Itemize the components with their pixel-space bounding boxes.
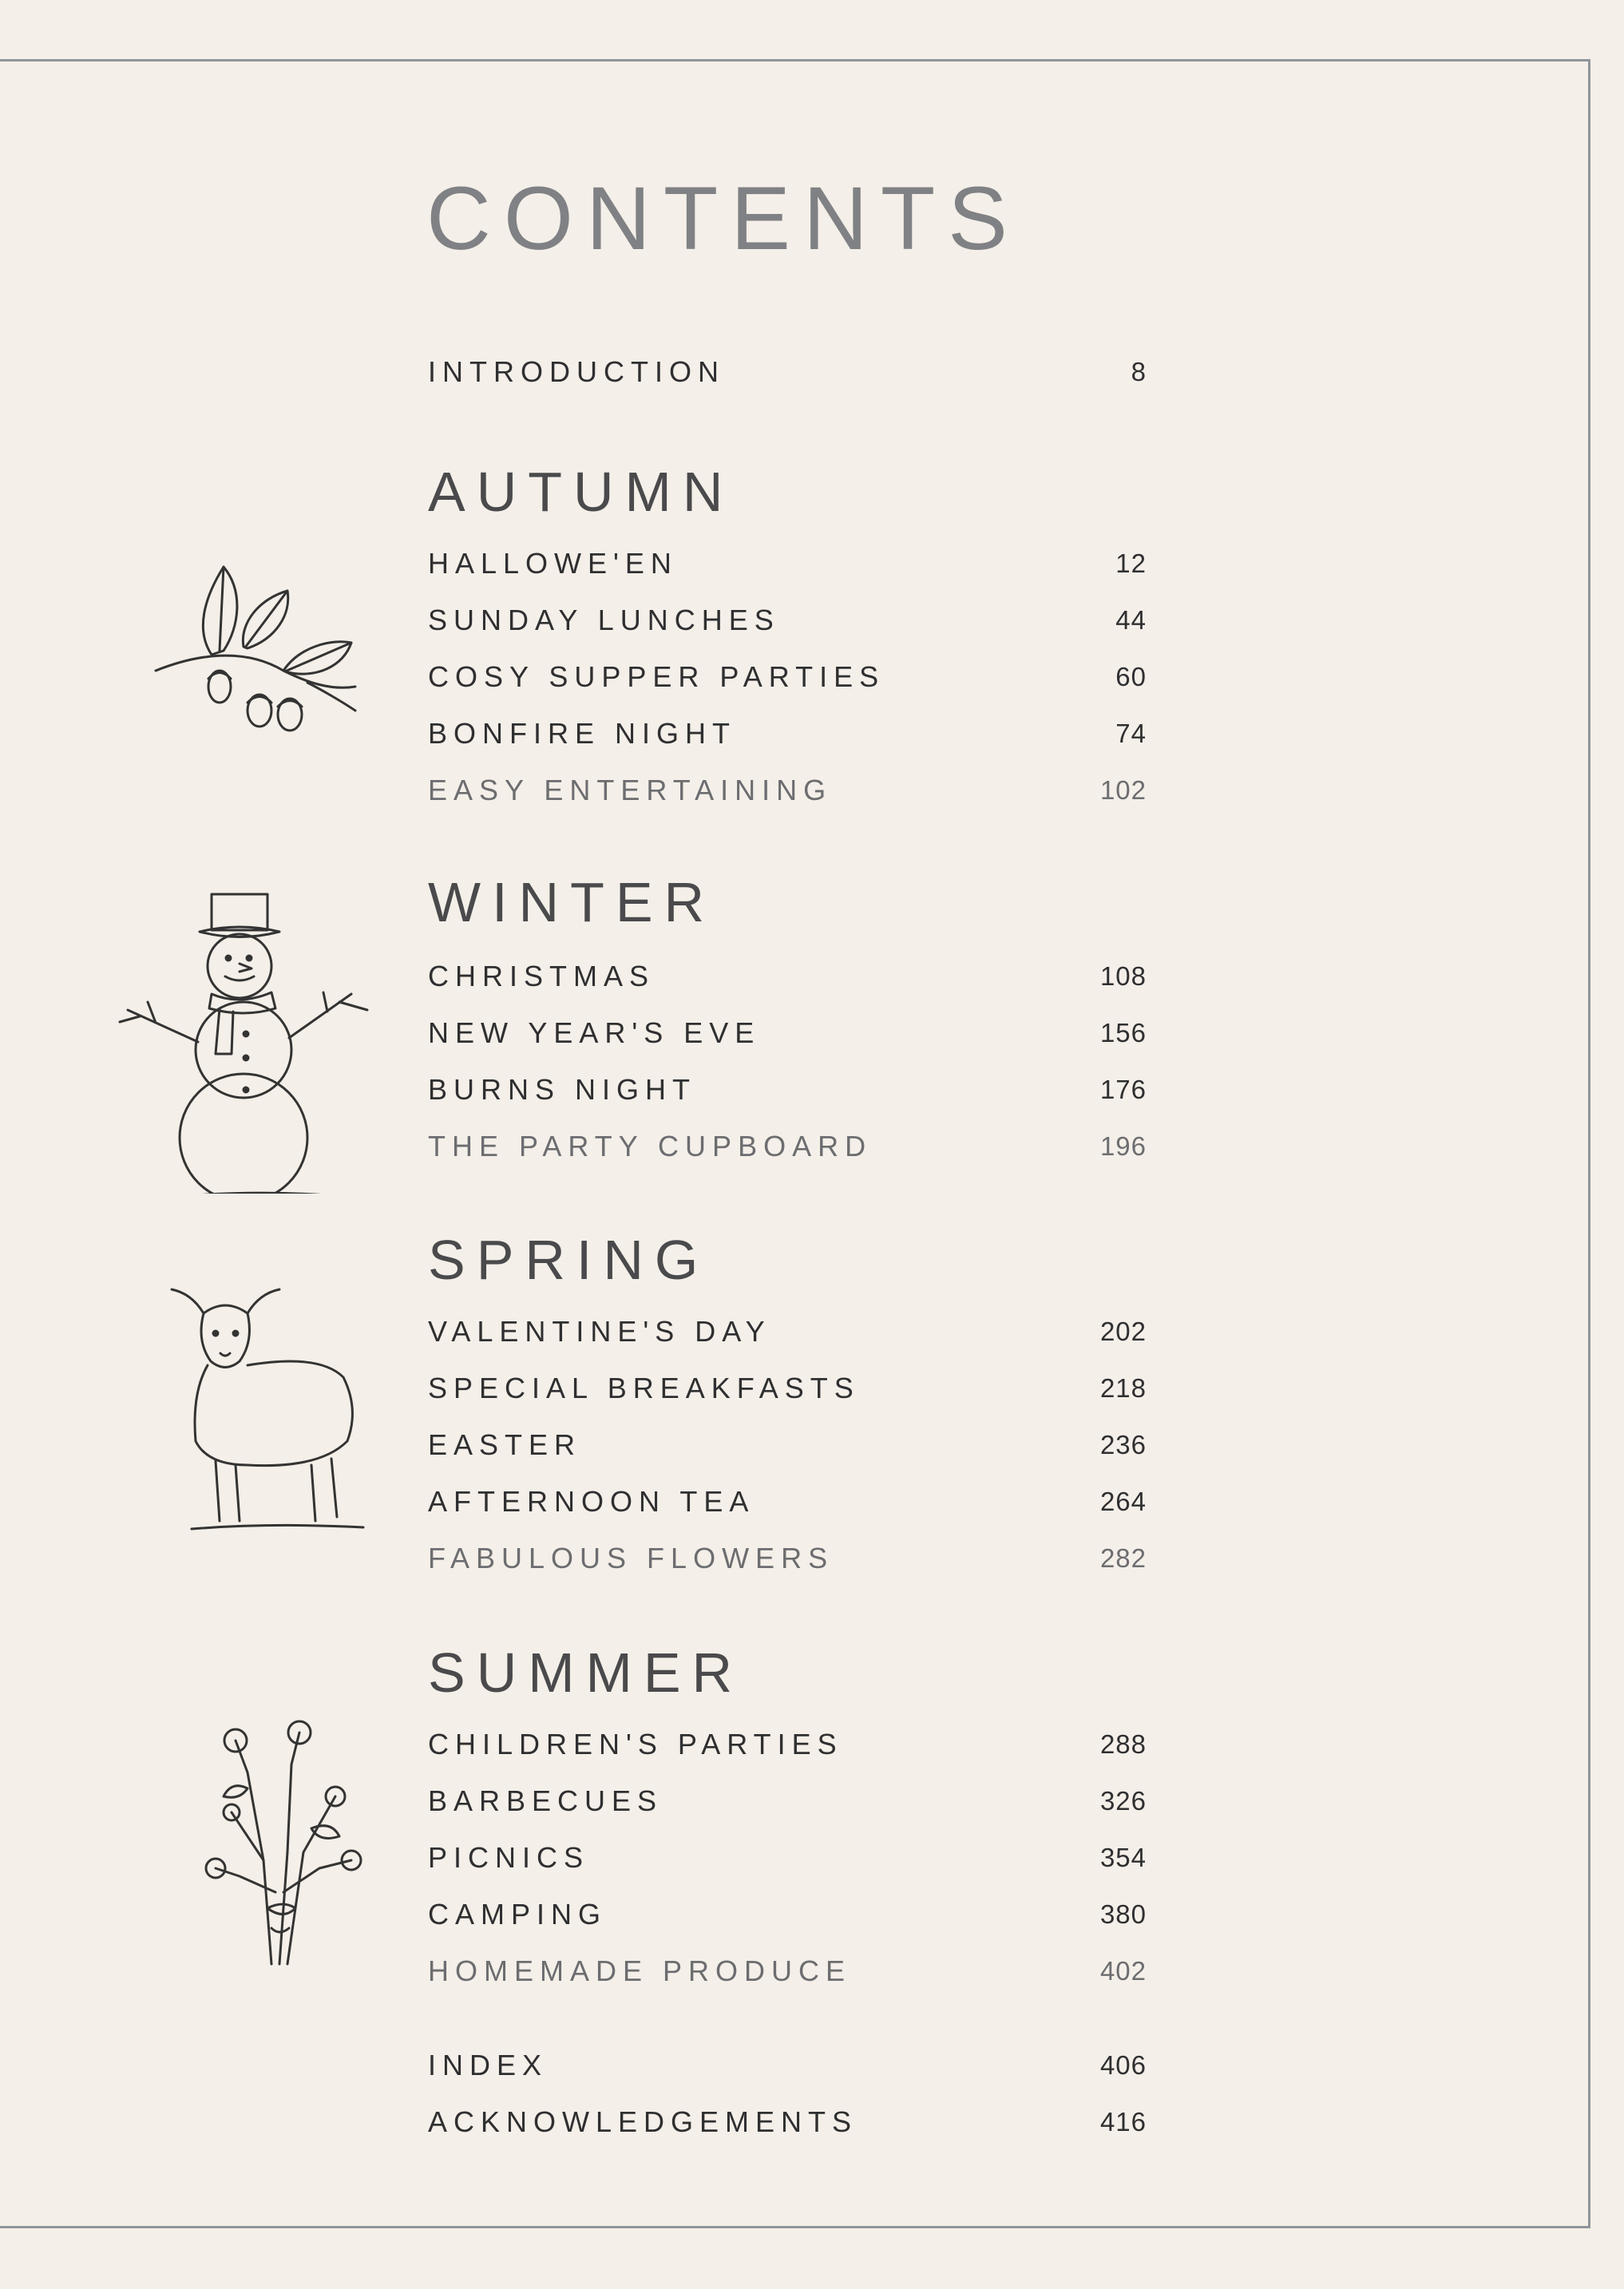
oak-branch-icon (148, 551, 363, 743)
toc-entry-label: SPECIAL BREAKFASTS (428, 1372, 860, 1404)
toc-entry-label: FABULOUS FLOWERS (428, 1542, 834, 1574)
toc-entry[interactable] (428, 1127, 1147, 1166)
toc-entry[interactable] (428, 1951, 1147, 1991)
toc-entry-acknowledgements[interactable] (428, 2102, 1147, 2142)
toc-entry-page: 236 (1099, 1430, 1147, 1459)
toc-entry-label: BURNS NIGHT (428, 1073, 697, 1106)
toc-entry-page: 8 (1131, 357, 1147, 386)
snowman-icon (112, 874, 399, 1194)
toc-entry-page: 326 (1099, 1786, 1147, 1816)
toc-entry[interactable] (428, 1070, 1147, 1110)
section-title-spring: SPRING (428, 1229, 710, 1291)
toc-entry-page: 44 (1115, 605, 1147, 635)
flower-bouquet-icon (200, 1709, 375, 1972)
toc-entry[interactable] (428, 1013, 1147, 1053)
toc-entry[interactable] (428, 1312, 1147, 1352)
toc-entry-introduction[interactable] (428, 352, 1147, 392)
toc-entry-label: SUNDAY LUNCHES (428, 604, 780, 636)
toc-entry-page: 176 (1099, 1075, 1147, 1104)
toc-entry-label: CHILDREN'S PARTIES (428, 1728, 843, 1760)
toc-entry-page: 218 (1099, 1373, 1147, 1403)
toc-entry-label: INDEX (428, 2049, 549, 2081)
toc-entry[interactable] (428, 544, 1147, 584)
toc-entry-label: AFTERNOON TEA (428, 1485, 755, 1518)
toc-entry-label: HALLOWE'EN (428, 547, 678, 580)
toc-entry-page: 380 (1099, 1899, 1147, 1929)
toc-entry-label: NEW YEAR'S EVE (428, 1016, 761, 1049)
toc-entry-page: 416 (1099, 2107, 1147, 2137)
toc-entry-label: THE PARTY CUPBOARD (428, 1130, 873, 1162)
lamb-icon (160, 1273, 375, 1545)
toc-entry-label: ACKNOWLEDGEMENTS (428, 2105, 858, 2138)
toc-entry-page: 12 (1115, 548, 1147, 578)
toc-entry-page: 288 (1099, 1729, 1147, 1759)
toc-entry-page: 264 (1099, 1487, 1147, 1516)
toc-entry-page: 354 (1099, 1843, 1147, 1872)
toc-entry-label: BARBECUES (428, 1784, 663, 1817)
toc-entry[interactable] (428, 1425, 1147, 1465)
toc-entry-page: 60 (1115, 662, 1147, 691)
toc-entry[interactable] (428, 600, 1147, 640)
toc-entry[interactable] (428, 657, 1147, 697)
toc-entry[interactable] (428, 1539, 1147, 1578)
toc-entry-label: VALENTINE'S DAY (428, 1315, 771, 1348)
toc-entry-label: CHRISTMAS (428, 960, 656, 992)
section-title-autumn: AUTUMN (428, 461, 735, 523)
section-title-winter: WINTER (428, 871, 716, 933)
toc-entry-label: EASY ENTERTAINING (428, 774, 833, 806)
toc-entry-page: 282 (1099, 1543, 1147, 1573)
toc-entry[interactable] (428, 770, 1147, 810)
toc-entry[interactable] (428, 1895, 1147, 1935)
toc-entry[interactable] (428, 1368, 1147, 1408)
toc-entry-index[interactable] (428, 2045, 1147, 2085)
toc-entry-page: 108 (1099, 961, 1147, 991)
toc-entry[interactable] (428, 1482, 1147, 1522)
toc-entry-page: 202 (1099, 1317, 1147, 1346)
toc-entry-page: 156 (1099, 1018, 1147, 1047)
toc-entry-label: CAMPING (428, 1898, 608, 1931)
toc-entry-label: EASTER (428, 1428, 582, 1461)
toc-entry[interactable] (428, 1781, 1147, 1821)
toc-entry-page: 74 (1115, 719, 1147, 748)
toc-entry-label: PICNICS (428, 1841, 590, 1874)
toc-entry-label: COSY SUPPER PARTIES (428, 660, 885, 693)
toc-entry-label: INTRODUCTION (428, 355, 725, 388)
page-title: CONTENTS (426, 168, 1020, 268)
toc-entry-page: 406 (1099, 2050, 1147, 2080)
toc-entry-page: 196 (1099, 1131, 1147, 1161)
toc-entry[interactable] (428, 1838, 1147, 1878)
section-title-summer: SUMMER (428, 1642, 744, 1704)
toc-entry-label: BONFIRE NIGHT (428, 717, 737, 750)
toc-entry-label: HOMEMADE PRODUCE (428, 1954, 852, 1987)
toc-entry-page: 102 (1099, 775, 1147, 805)
toc-entry[interactable] (428, 714, 1147, 754)
toc-entry[interactable] (428, 956, 1147, 996)
toc-entry[interactable] (428, 1725, 1147, 1764)
toc-entry-page: 402 (1099, 1956, 1147, 1986)
